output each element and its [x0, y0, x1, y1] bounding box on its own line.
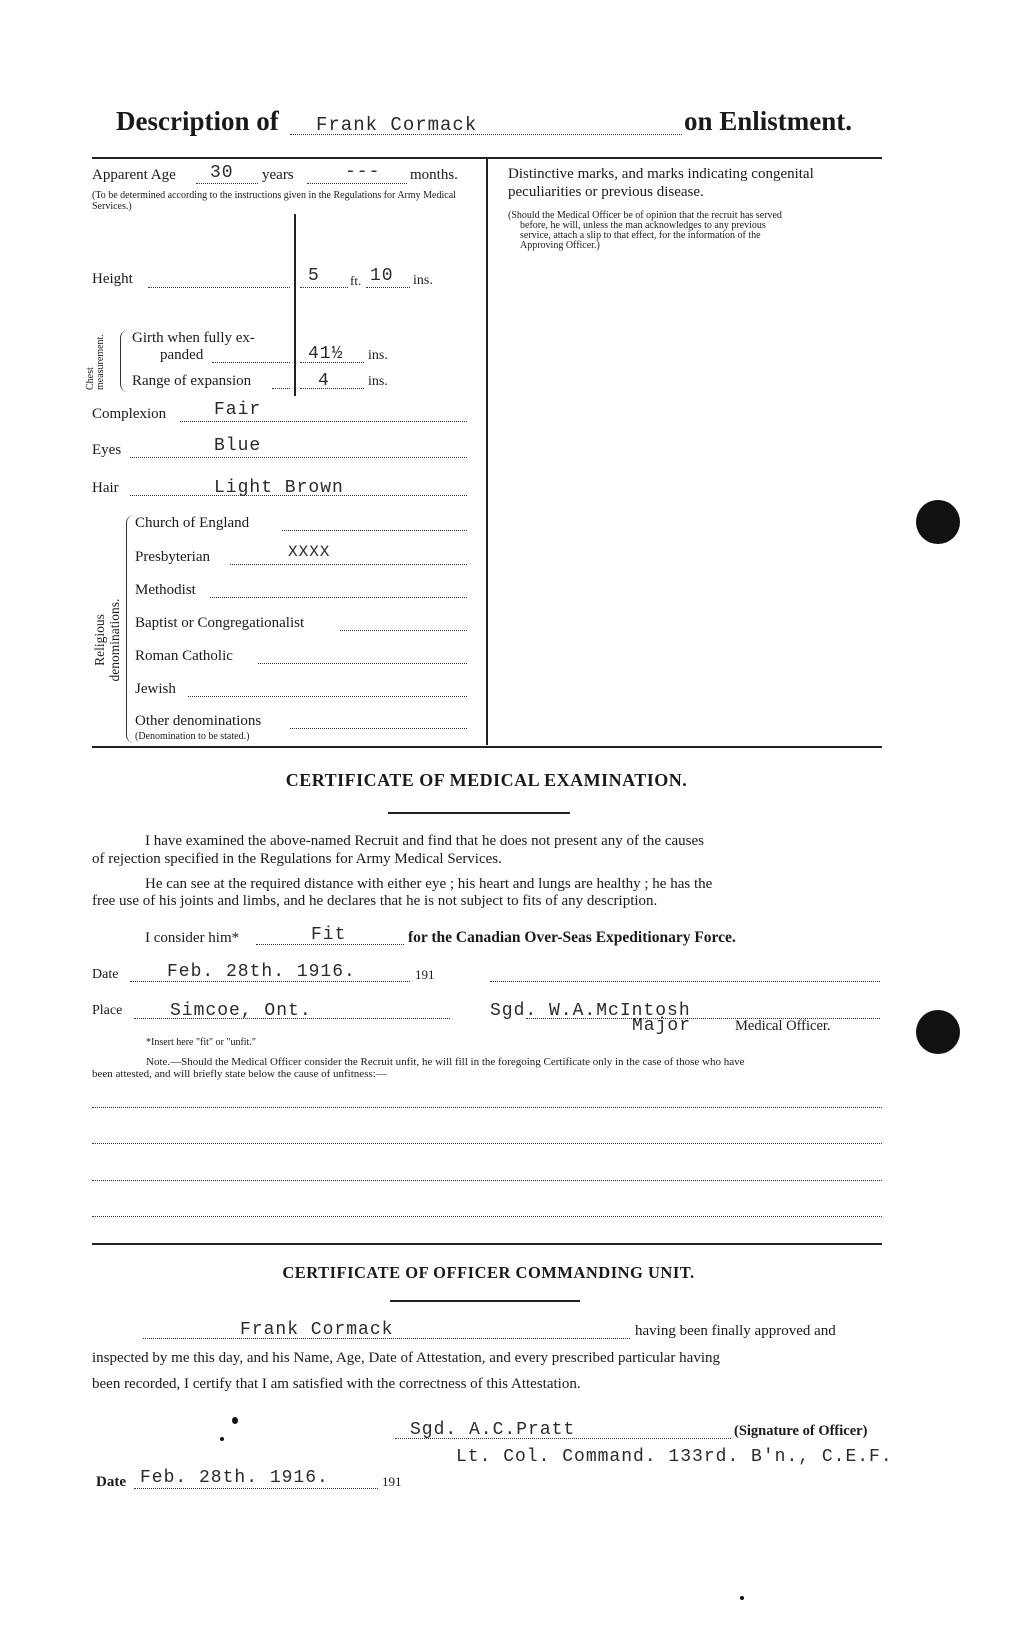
commanding-line2: inspected by me this day, and his Name, Age, Date of Attestation, and every prescribed particular having	[92, 1350, 721, 1366]
commanding-line1-suffix: having been finally approved and	[635, 1323, 836, 1339]
rel-methodist-line	[210, 597, 467, 598]
rel-presbyterian-line	[230, 564, 467, 565]
unfitness-line-2	[92, 1143, 882, 1144]
girth-value: 41½	[308, 344, 344, 364]
commanding-name-value: Frank Cormack	[240, 1320, 394, 1340]
range-value-line	[300, 388, 364, 389]
commanding-title-rule	[390, 1300, 580, 1302]
commanding-top-rule	[92, 1243, 882, 1245]
medical-para2-line2: free use of his joints and limbs, and he declares that he is not subject to fits of any description.	[92, 893, 658, 909]
rel-baptist-line	[340, 630, 467, 631]
commanding-signature-label: (Signature of Officer)	[734, 1423, 868, 1439]
religions-side-label: Religious denominations.	[92, 598, 122, 682]
note-line2: been attested, and will briefly state below the cause of unfitness:—	[92, 1068, 387, 1080]
complexion-value: Fair	[214, 400, 262, 420]
years-label: years	[262, 167, 294, 183]
rel-jewish-line	[188, 696, 467, 697]
eyes-value: Blue	[214, 436, 262, 456]
age-years-value: 30	[210, 163, 234, 183]
rel-rc-line	[258, 663, 467, 664]
height-line	[148, 287, 290, 288]
height-in-value: 10	[370, 266, 394, 286]
eyes-line	[130, 457, 467, 458]
insert-note: *Insert here "fit" or "unfit."	[146, 1037, 256, 1048]
rel-jewish: Jewish	[135, 681, 176, 697]
commanding-date-year-stub: 191	[382, 1474, 402, 1489]
chest-side-label: Chest measurement.	[85, 334, 106, 390]
rel-baptist: Baptist or Congregationalist	[135, 615, 305, 631]
unfitness-line-3	[92, 1180, 882, 1181]
girth-value-line	[300, 362, 364, 363]
medical-para1-line2: of rejection specified in the Regulations for Army Medical Services.	[92, 851, 502, 867]
distinctive-heading-1: Distinctive marks, and marks indicating congenital	[508, 166, 814, 182]
height-ft-line	[300, 287, 348, 288]
commanding-line3: been recorded, I certify that I am satisfied with the correctness of this Attestation.	[92, 1376, 581, 1392]
header-prefix: Description of	[116, 106, 279, 136]
rel-church-of-england: Church of England	[135, 515, 250, 531]
medical-title-rule	[388, 812, 570, 814]
medical-place-label: Place	[92, 1003, 123, 1018]
religions-brace	[126, 515, 135, 743]
range-value: 4	[318, 371, 330, 391]
rel-presbyterian-mark: XXXX	[288, 543, 331, 561]
punch-hole-lower	[916, 1010, 960, 1054]
height-in-line	[366, 287, 410, 288]
section-rule	[92, 746, 882, 748]
medical-rank-value: Major	[632, 1016, 692, 1036]
commanding-name-line	[143, 1338, 630, 1339]
hair-line	[130, 495, 467, 496]
height-ft-value: 5	[308, 266, 320, 286]
commanding-signature-value: Sgd. A.C.Pratt	[410, 1420, 576, 1440]
distinctive-note-2: before, he will, unless the man acknowledges to any previous	[520, 220, 766, 231]
rel-other-line	[290, 728, 467, 729]
column-divider	[486, 157, 488, 745]
medical-place-value: Simcoe, Ont.	[170, 1001, 312, 1021]
distinctive-heading-2: peculiarities or previous disease.	[508, 184, 704, 200]
medical-date-year-stub: 191	[415, 967, 435, 982]
age-label: Apparent Age	[92, 167, 176, 183]
medical-date-label: Date	[92, 967, 119, 982]
girth-ins-label: ins.	[368, 348, 388, 363]
medical-title: CERTIFICATE OF MEDICAL EXAMINATION.	[285, 770, 688, 790]
header-suffix: on Enlistment.	[684, 106, 853, 136]
medical-para2-line1: He can see at the required distance with either eye ; his heart and lungs are healthy ; he has the	[145, 876, 713, 892]
rel-presbyterian: Presbyterian	[135, 549, 210, 565]
height-label: Height	[92, 271, 133, 287]
age-months-line	[307, 183, 407, 184]
girth-label-2: panded	[160, 347, 204, 363]
rel-roman-catholic: Roman Catholic	[135, 648, 233, 664]
ft-label: ft.	[350, 273, 362, 288]
chest-brace	[120, 330, 129, 392]
commanding-signature-line	[395, 1438, 731, 1439]
hair-value: Light Brown	[214, 478, 344, 498]
ins-label: ins.	[413, 273, 433, 288]
girth-label-1: Girth when fully ex-	[132, 330, 255, 346]
medical-date-right-line	[490, 981, 880, 982]
medical-para1-line1: I have examined the above-named Recruit and find that he does not present any of the causes	[145, 833, 704, 849]
medical-signature-value: Sgd. W.A.McIntosh	[490, 1001, 691, 1021]
note-line1: Note.—Should the Medical Officer consider the Recruit unfit, he will fill in the foregoing Certificate only in the case of those who have	[146, 1056, 745, 1068]
distinctive-note-3: service, attach a slip to that effect, for the information of the	[520, 230, 761, 241]
ink-speck	[740, 1596, 744, 1600]
commanding-rank-value: Lt. Col. Command. 133rd. B'n., C.E.F.	[456, 1447, 893, 1467]
girth-line	[212, 362, 290, 363]
range-label: Range of expansion	[132, 373, 252, 389]
rel-other: Other denominations	[135, 713, 262, 729]
header-name-line	[290, 134, 682, 135]
commanding-date-line	[134, 1488, 378, 1489]
rel-coe-line	[282, 530, 467, 531]
range-ins-label: ins.	[368, 374, 388, 389]
consider-prefix: I consider him*	[145, 930, 240, 946]
rel-other-note: (Denomination to be stated.)	[135, 731, 250, 742]
commanding-date-value: Feb. 28th. 1916.	[140, 1468, 329, 1488]
months-label: months.	[410, 167, 458, 183]
measure-divider	[294, 214, 296, 396]
age-years-line	[196, 183, 258, 184]
medical-place-line	[134, 1018, 450, 1019]
commanding-title: CERTIFICATE OF OFFICER COMMANDING UNIT.	[282, 1263, 695, 1282]
consider-value: Fit	[311, 925, 347, 945]
consider-suffix: for the Canadian Over-Seas Expeditionary Force.	[408, 929, 736, 946]
unfitness-line-4	[92, 1216, 882, 1217]
medical-date-value: Feb. 28th. 1916.	[167, 962, 356, 982]
rel-methodist: Methodist	[135, 582, 196, 598]
complexion-label: Complexion	[92, 406, 167, 422]
header-name: Frank Cormack	[316, 114, 478, 136]
distinctive-note-1: (Should the Medical Officer be of opinion that the recruit has served	[508, 210, 782, 221]
ink-speck	[220, 1437, 224, 1441]
unfitness-line-1	[92, 1107, 882, 1108]
punch-hole-upper	[916, 500, 960, 544]
medical-date-line	[130, 981, 410, 982]
medical-officer-label: Medical Officer.	[735, 1018, 831, 1034]
commanding-date-label: Date	[96, 1474, 126, 1490]
distinctive-note-4: Approving Officer.)	[520, 240, 600, 251]
hair-label: Hair	[92, 480, 119, 496]
ink-speck	[232, 1417, 238, 1424]
age-months-value: ---	[345, 162, 381, 182]
range-line	[272, 388, 290, 389]
age-note: (To be determined according to the instructions given in the Regulations for Army Medical Services.)	[92, 190, 456, 212]
complexion-line	[180, 421, 467, 422]
eyes-label: Eyes	[92, 442, 122, 458]
